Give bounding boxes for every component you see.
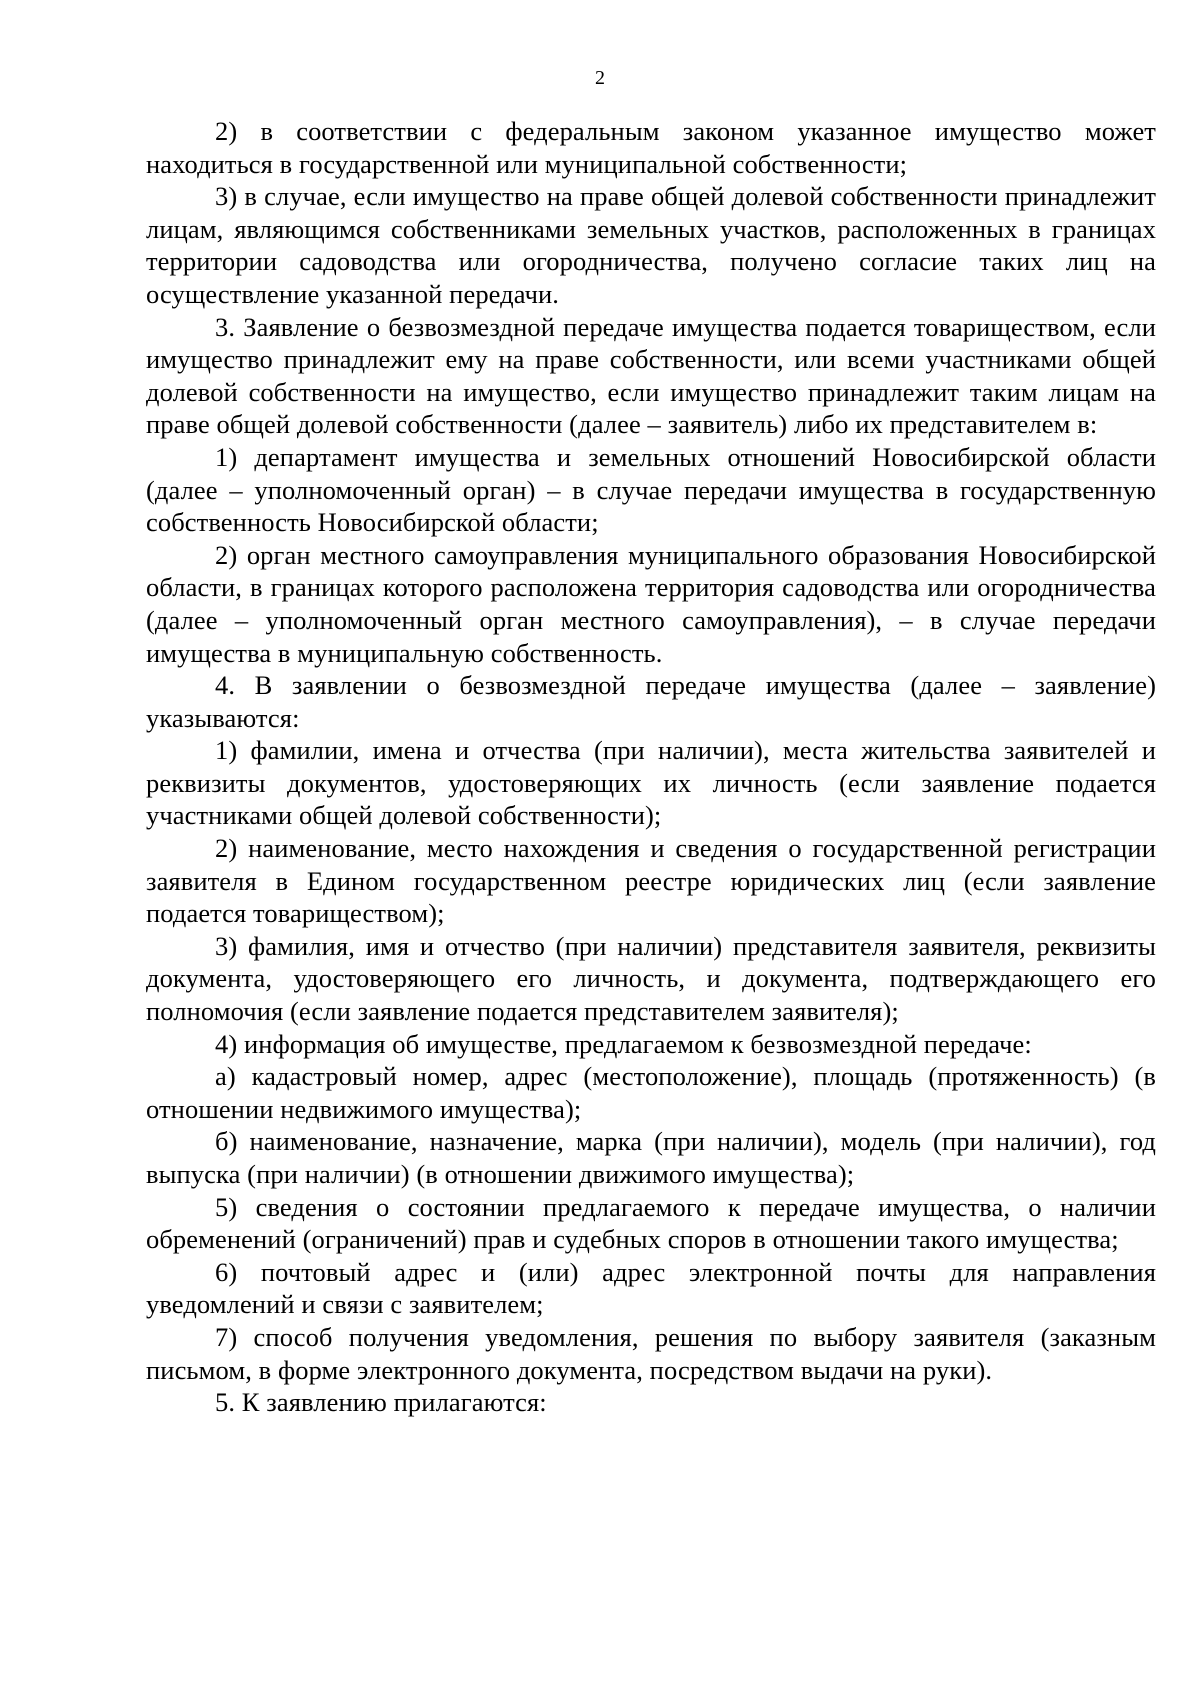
paragraph-4-6: 6) почтовый адрес и (или) адрес электронной почты для направления уведомлений и связи с заявителем; (146, 1256, 1156, 1320)
paragraph-3: 3. Заявление о безвозмездной передаче имущества подается товариществом, если имущество принадлежит ему на праве собственности, или всеми участниками общей долевой собственности на имущество, если имущество принадлежит таким лицам на праве общей долевой собственности (далее – заявитель) либо их представителем в: (146, 311, 1156, 440)
page-number: 2 (595, 67, 605, 89)
paragraph-4-3: 3) фамилия, имя и отчество (при наличии) представителя заявителя, реквизиты документа, удостоверяющего его личность, и документа, подтверждающего его полномочия (если заявление подается представителем заявителя); (146, 930, 1156, 1027)
paragraph-3-2: 2) орган местного самоуправления муниципального образования Новосибирской области, в границах которого расположена территория садоводства или огородничества (далее – уполномоченный орган местного самоуправления), – в случае передачи имущества в муниципальную собственность. (146, 539, 1156, 668)
paragraph-4-4-b: б) наименование, назначение, марка (при наличии), модель (при наличии), год выпуска (при наличии) (в отношении движимого имущества); (146, 1126, 1156, 1189)
document-body (146, 115, 1156, 1419)
paragraph-4-2: 2) наименование, место нахождения и сведения о государственной регистрации заявителя в Едином государственном реестре юридических лиц (если заявление подается товариществом); (146, 833, 1156, 929)
paragraph-4: 4. В заявлении о безвозмездной передаче имущества (далее – заявление) указываются: (146, 670, 1156, 733)
paragraph-4-5: 5) сведения о состоянии предлагаемого к передаче имущества, о наличии обременений (ограничений) прав и судебных споров в отношении такого имущества; (146, 1191, 1156, 1255)
paragraph-4-7: 7) способ получения уведомления, решения по выбору заявителя (заказным письмом, в форме электронного документа, посредством выдачи на руки). (146, 1321, 1156, 1385)
paragraph-4-1: 1) фамилии, имена и отчества (при наличии), места жительства заявителей и реквизиты документов, удостоверяющих их личность (если заявление подается участниками общей долевой собственности); (146, 735, 1156, 831)
paragraph-4-4-a: а) кадастровый номер, адрес (местоположение), площадь (протяженность) (в отношении недвижимого имущества); (146, 1061, 1156, 1124)
paragraph-2-3: 3) в случае, если имущество на праве общей долевой собственности принадлежит лицам, являющимся собственниками земельных участков, расположенных в границах территории садоводства или огородничества, получено согласие таких лиц на осуществление указанной передачи. (146, 181, 1156, 309)
paragraph-4-4: 4) информация об имуществе, предлагаемом к безвозмездной передаче: (215, 1028, 1032, 1059)
paragraph-5: 5. К заявлению прилагаются: (215, 1387, 547, 1418)
paragraph-3-1: 1) департамент имущества и земельных отношений Новосибирской области (далее – уполномоченный орган) – в случае передачи имущества в государственную собственность Новосибирской области; (146, 441, 1156, 538)
paragraph-2-2: 2) в соответствии с федеральным законом указанное имущество может находиться в государственной или муниципальной собственности; (146, 116, 1156, 179)
